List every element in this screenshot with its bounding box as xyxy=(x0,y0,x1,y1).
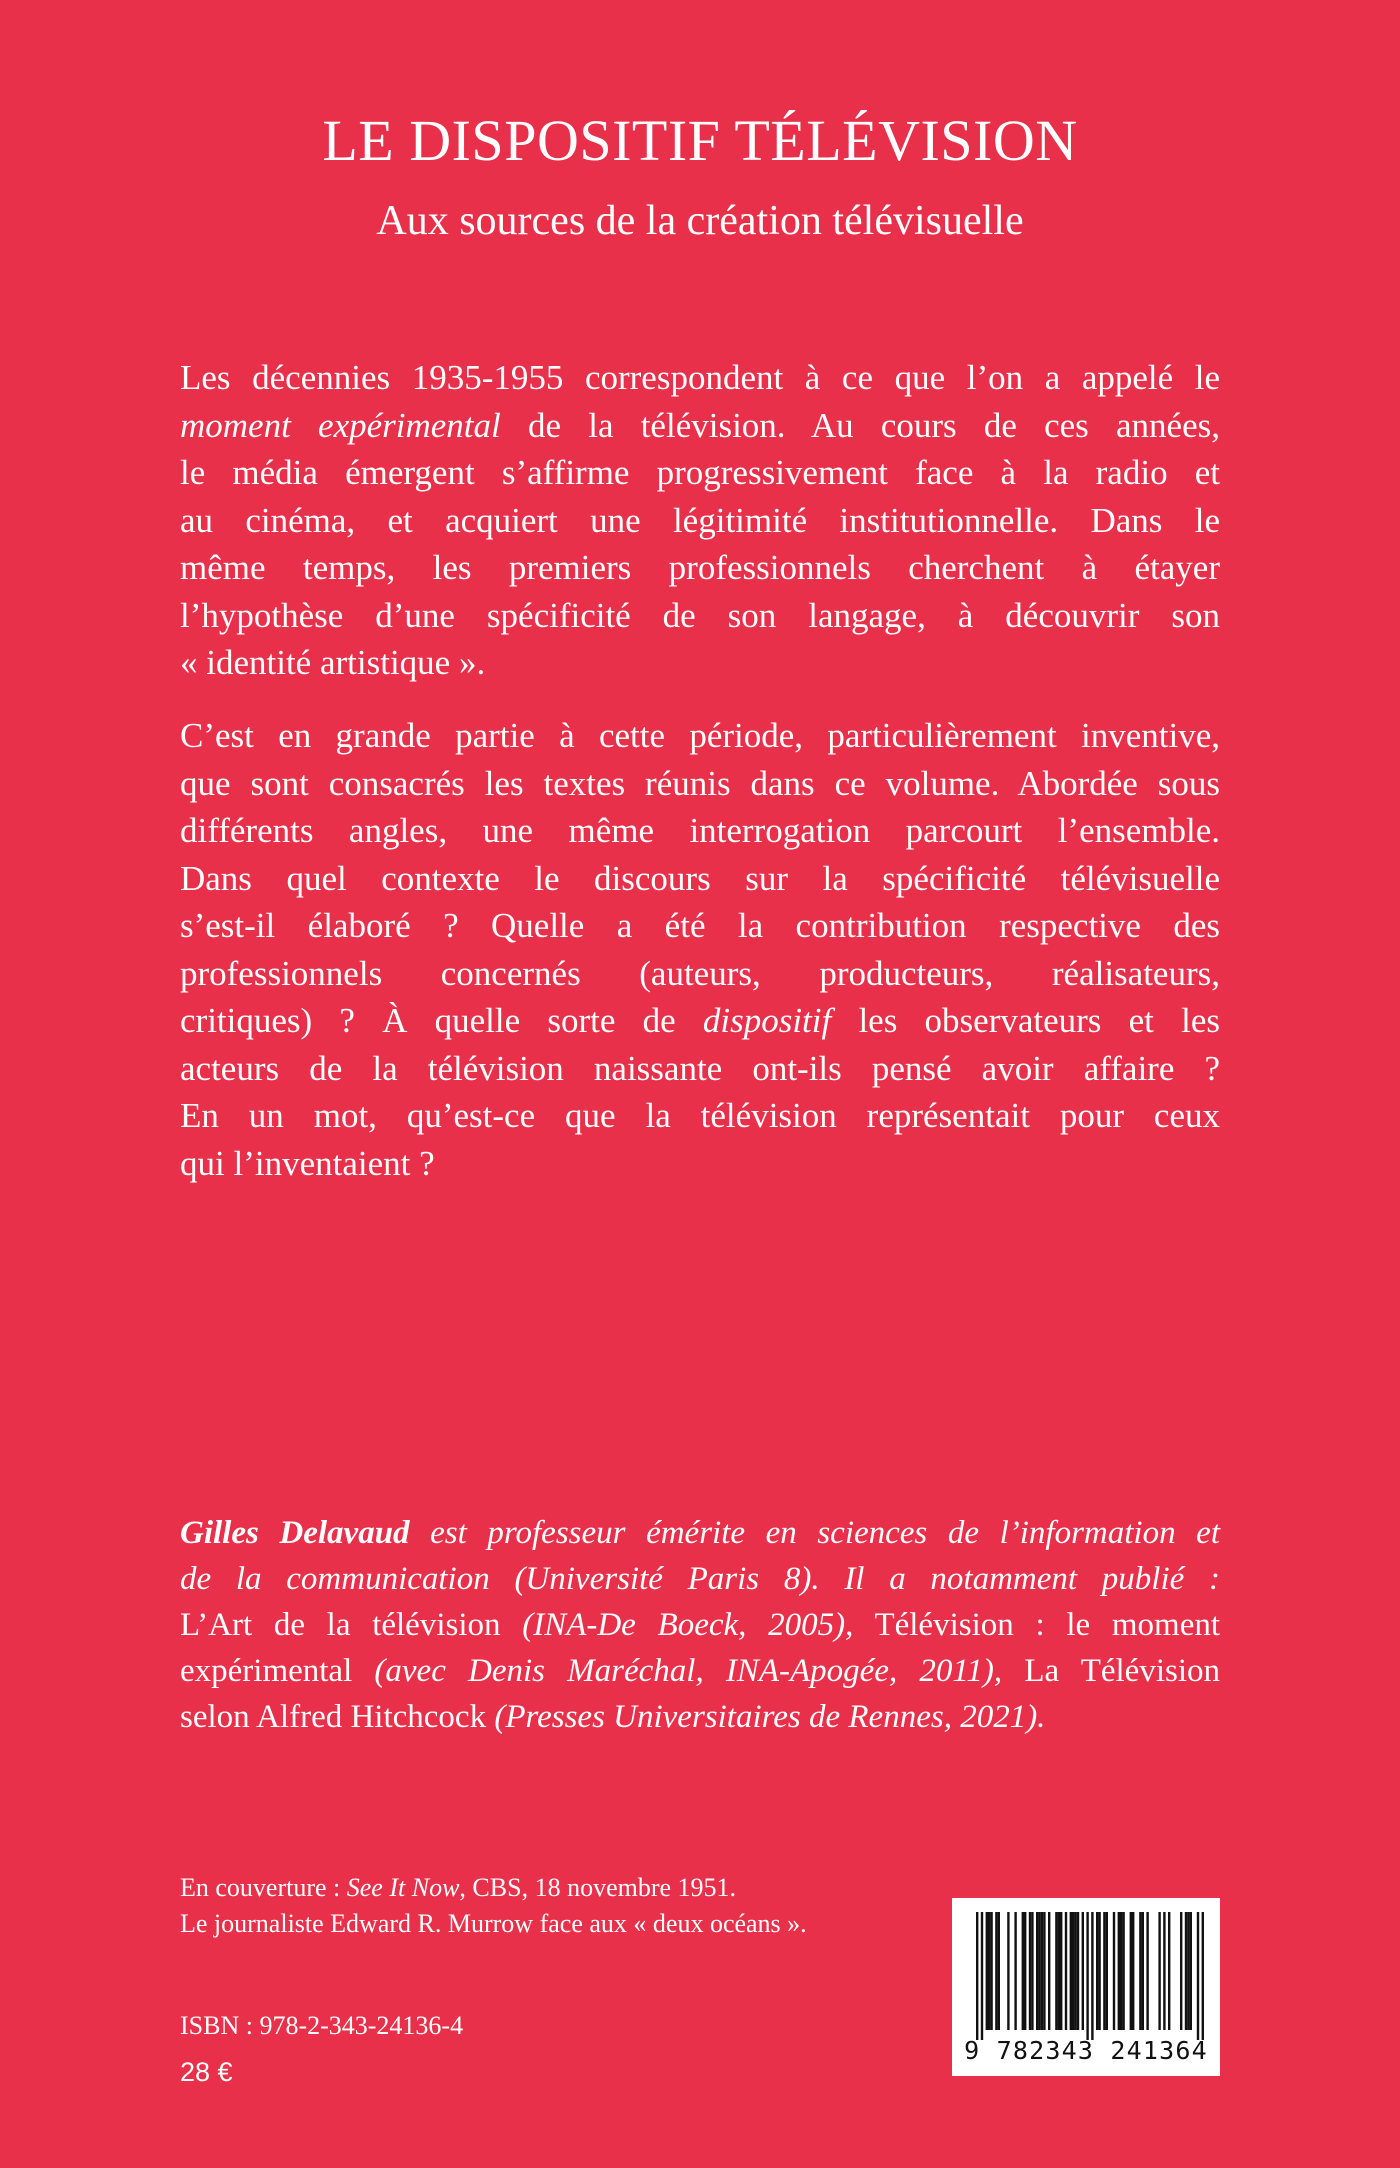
barcode-bar xyxy=(1072,1912,1074,2030)
barcode-bar xyxy=(1120,1912,1122,2030)
text-run: de la communication (Université Paris 8). Il a notamment publié : xyxy=(180,1561,1220,1597)
barcode-bar xyxy=(1070,1912,1072,2030)
text-run: En couverture : xyxy=(180,1873,347,1902)
text-run: est professeur émérite en sciences de l’information et xyxy=(409,1515,1220,1551)
barcode-bar xyxy=(1142,1912,1144,2030)
barcode-bar xyxy=(1132,1912,1134,2030)
paragraph-line xyxy=(180,997,1220,1045)
book-subtitle: Aux sources de la création télévisuelle xyxy=(376,198,1024,244)
paragraph-line: Dans quel contexte le discours sur la spécificité télévisuelle xyxy=(180,858,1220,898)
bio-line xyxy=(180,1694,1220,1740)
paragraph-line: au cinéma, et acquiert une légitimité institutionnelle. Dans le xyxy=(180,500,1220,540)
barcode-bar xyxy=(1122,1912,1124,2030)
barcode-bar xyxy=(1041,1912,1043,2030)
barcode-bar xyxy=(990,1912,992,2030)
book-ref-title: L’Art de la télévision xyxy=(180,1607,523,1643)
price: 28 € xyxy=(180,2057,233,2087)
caption-line: Le journaliste Edward R. Murrow face aux « deux océans ». xyxy=(180,1909,807,1938)
barcode-bar xyxy=(1086,1912,1088,2040)
paragraph-line: En un mot, qu’est-ce que la télévision représentait pour ceux xyxy=(180,1096,1220,1135)
text-run: , CBS, 18 novembre 1951. xyxy=(459,1873,737,1902)
author-name: Gilles Delavaud xyxy=(180,1515,410,1551)
barcode-bar xyxy=(998,1912,1000,2030)
barcode-bar xyxy=(1036,1912,1038,2030)
barcode-bar xyxy=(1190,1912,1192,2030)
barcode-bar xyxy=(1022,1912,1024,2030)
text-run: les observateurs et les xyxy=(831,1001,1220,1040)
paragraph-line: acteurs de la télévision naissante ont-ils pensé avoir affaire ? xyxy=(180,1048,1220,1088)
paragraph-line: différents angles, une même interrogation parcourt l’ensemble. xyxy=(180,811,1220,850)
blurb-paragraph-1 xyxy=(180,354,1220,687)
barcode-bar xyxy=(1185,1912,1187,2030)
paragraph-line: « identité artistique ». xyxy=(180,643,486,682)
barcode-bar xyxy=(1048,1912,1050,2030)
barcode-bar xyxy=(1158,1912,1160,2030)
barcode-bar xyxy=(1043,1912,1045,2030)
italic-phrase: moment expérimental xyxy=(180,405,501,445)
paragraph-line: l’hypothèse d’une spécificité de son langage, à découvrir son xyxy=(180,595,1220,635)
barcode-bar xyxy=(1106,1912,1108,2030)
barcode-bar xyxy=(1082,1912,1084,2030)
barcode-digits: 9 782343 241364 xyxy=(964,2036,1208,2065)
book-title: LE DISPOSITIF TÉLÉVISION xyxy=(322,108,1078,173)
barcode-bar xyxy=(1024,1912,1026,2030)
barcode-bar xyxy=(1113,1912,1115,2030)
book-ref-publisher: (INA-De Boeck, 2005), xyxy=(522,1607,854,1643)
book-ref-title: expérimental xyxy=(180,1653,375,1689)
paragraph-line: même temps, les premiers professionnels cherchent à étayer xyxy=(180,548,1220,587)
barcode-bar xyxy=(1007,1912,1009,2030)
barcode-bar xyxy=(1146,1912,1148,2030)
barcode-bar xyxy=(1074,1912,1076,2030)
paragraph-line: Les décennies 1935-1955 correspondent à ce que l’on a appelé le xyxy=(180,358,1220,397)
author-bio xyxy=(180,1510,1220,1740)
book-ref-title: Télévision : le moment xyxy=(853,1607,1221,1643)
barcode-bar xyxy=(1163,1912,1165,2030)
barcode-bar xyxy=(1197,1912,1199,2040)
paragraph-line xyxy=(180,402,1220,450)
barcode-bar xyxy=(1058,1912,1060,2030)
barcode-bar xyxy=(1168,1912,1170,2030)
paragraph-line: que sont consacrés les textes réunis dans ce volume. Abordée sous xyxy=(180,763,1220,803)
bio-line xyxy=(180,1648,1220,1694)
blurb-paragraph-2 xyxy=(180,712,1220,1187)
book-ref-publisher: (Presses Universitaires de Rennes, 2021). xyxy=(494,1699,1046,1735)
barcode-bar xyxy=(1098,1912,1100,2030)
caption-line xyxy=(180,1870,807,1906)
barcode-bar xyxy=(1130,1912,1132,2030)
barcode-bar xyxy=(986,1912,988,2030)
paragraph-line: professionnels concernés (auteurs, producteurs, réalisateurs, xyxy=(180,953,1220,993)
italic-phrase: dispositif xyxy=(702,1001,832,1040)
barcode-bar xyxy=(1065,1912,1067,2030)
barcode-bar xyxy=(988,1912,990,2030)
barcode-bar xyxy=(976,1912,978,2040)
barcode-bar xyxy=(1187,1912,1189,2030)
barcode-bar xyxy=(1060,1912,1062,2030)
bio-line xyxy=(180,1556,1220,1602)
isbn: ISBN : 978-2-343-24136-4 xyxy=(180,2011,464,2040)
barcode-bar xyxy=(1014,1912,1016,2030)
barcode-bar xyxy=(1091,1912,1093,2040)
barcode-bar xyxy=(1077,1912,1079,2030)
barcode-bar xyxy=(1055,1912,1057,2030)
paragraph-line: C’est en grande partie à cette période, particulièrement inventive, xyxy=(180,716,1220,755)
barcode-bar xyxy=(1202,1912,1204,2040)
paragraph-line: le média émergent s’affirme progressivement face à la radio et xyxy=(180,453,1220,492)
barcode-bar xyxy=(1029,1912,1031,2030)
book-ref-title: La Télévision xyxy=(1002,1653,1220,1689)
barcode-bar xyxy=(981,1912,983,2040)
barcode xyxy=(952,1898,1220,2076)
barcode-bar xyxy=(1180,1912,1182,2030)
barcode-bar xyxy=(1139,1912,1141,2030)
paragraph-line: s’est-il élaboré ? Quelle a été la contribution respective des xyxy=(180,906,1220,945)
barcode-bar xyxy=(1103,1912,1105,2030)
bio-line xyxy=(180,1510,1220,1556)
program-title: See It Now xyxy=(346,1873,460,1902)
book-ref-title: selon Alfred Hitchcock xyxy=(180,1699,495,1735)
text-run: de la télévision. Au cours de ces années, xyxy=(500,405,1220,445)
barcode-bar xyxy=(1118,1912,1120,2030)
barcode-bar xyxy=(1096,1912,1098,2030)
text-run: critiques) ? À quelle sorte de xyxy=(180,1001,703,1040)
barcode-bar xyxy=(995,1912,997,2030)
barcode-bar xyxy=(1038,1912,1040,2030)
barcode-bar xyxy=(1031,1912,1033,2030)
book-ref-publisher: (avec Denis Maréchal, INA-Apogée, 2011), xyxy=(374,1653,1003,1689)
paragraph-line: qui l’inventaient ? xyxy=(180,1143,435,1183)
cover-caption xyxy=(180,1870,807,1942)
bio-line xyxy=(180,1602,1220,1648)
